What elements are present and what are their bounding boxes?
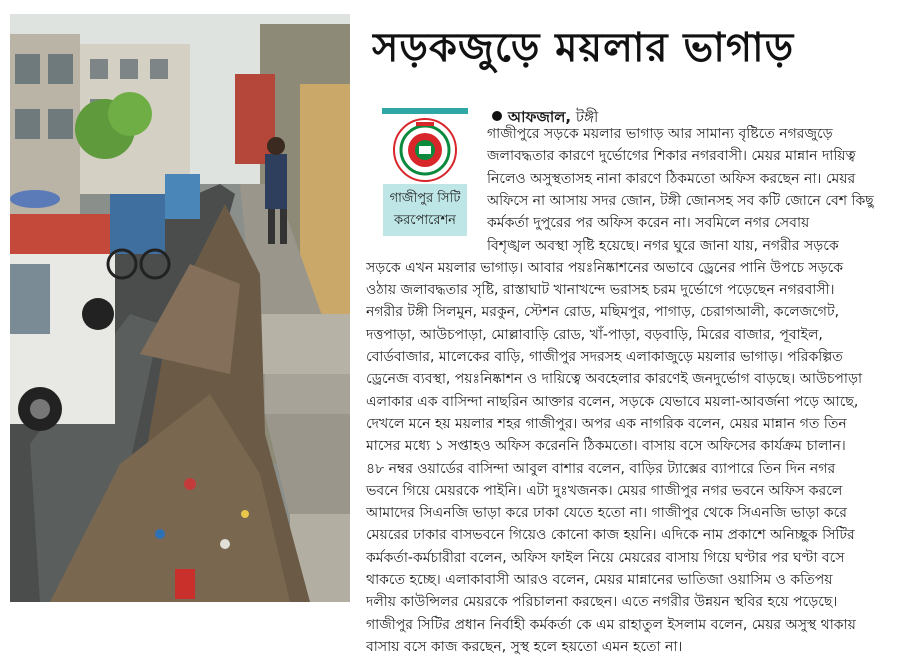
body-line: এলাকার এক বাসিন্দা নাছরিন আক্তার বলেন, সড়কে যেভাবে ময়লা-আবর্জনা পড়ে আছে, <box>366 393 859 410</box>
body-line: বিশৃঙ্খল অবস্থা সৃষ্টি হয়েছে। নগর ঘুরে জানা যায়, নগরীর সড়কে <box>487 237 839 254</box>
body-line: সড়কে এখন ময়লার ভাগাড়। আবার পয়ঃনিষ্কাশনের অভাবে ড্রেনের পানি উপচে সড়কে <box>366 259 843 276</box>
photo-illustration <box>10 14 350 602</box>
news-photo-garbage-street <box>10 14 350 602</box>
body-line: ৪৮ নম্বর ওয়ার্ডের বাসিন্দা আবুল বাশার বলেন, বাড়ির ট্যাক্সের ব্যাপারে তিন দিন নগর <box>366 460 836 477</box>
body-line: গাজীপুর সিটির প্রধান নির্বাহী কর্মকর্তা কে এম রাহাতুল ইসলাম বলেন, মেয়র অসুস্থ থাকায় <box>366 616 856 633</box>
body-line: নগরীর টঙ্গী সিলমুন, মরকুন, স্টেশন রোড, মছিমপুর, পাগাড়, চেরাগআলী, কলেজগেট, <box>366 304 840 321</box>
org-name-line1: গাজীপুর সিটি <box>389 191 461 206</box>
org-name-box <box>383 184 467 236</box>
body-line: বাসায় বসে কাজ করছেন, সুস্থ হলে হয়তো এমন হতো না। <box>366 638 683 655</box>
body-line: আমাদের সিএনজি ভাড়া করে ঢাকা যেতে হতো না। গাজীপুর থেকে সিএনজি ভাড়া করে <box>366 505 847 522</box>
body-line: বোর্ডবাজার, মালেকের বাড়ি, গাজীপুর সদরসহ এলাকাজুড়ে ময়লার ভাগাড়। পরিকল্পিত <box>366 349 843 365</box>
byline-location: টঙ্গী <box>575 108 599 126</box>
byline-author: আফজাল, <box>508 108 572 126</box>
org-name-line2: করপোরেশন <box>394 213 456 228</box>
body-line: জলাবদ্ধতার কারণে দুর্ভোগের শিকার নগরবাসী। মেয়র মান্নান দায়িত্ব <box>487 148 856 165</box>
byline-bullet-icon <box>492 111 502 121</box>
body-line: থাকতে হচ্ছে। এলাকাবাসী আরও বলেন, মেয়র মান্নানের ভাতিজা ওয়াসিম ও কতিপয় <box>366 572 833 588</box>
body-line: ওঠায় জলাবদ্ধতার সৃষ্টি, রাস্তাঘাট খানাখন্দে ভরাসহ চরম দুর্ভোগে পড়েছেন নগরবাসী। <box>366 282 835 299</box>
body-line: অফিসে না আসায় সদর জোন, টঙ্গী জোনসহ সব কটি জোনে বেশ কিছু <box>487 192 874 209</box>
body-line: গাজীপুরে সড়কে ময়লার ভাগাড় আর সামান্য বৃষ্টিতে নগরজুড়ে <box>487 126 833 142</box>
body-line: দেখলে মনে হয় ময়লার শহর গাজীপুর। অপর এক নাগরিক বলেন, মেয়র মান্নান গত তিন <box>366 415 847 432</box>
logo-emblem-icon <box>383 116 467 184</box>
accent-rule <box>382 108 468 114</box>
body-line: মাসের মধ্যে ১ সপ্তাহও অফিস করেননি ঠিকমতো। বাসায় বসে অফিসের কার্যক্রম চালান। <box>366 438 846 455</box>
city-corporation-logo <box>383 116 467 184</box>
body-line: কর্মকর্তা দুপুরের পর অফিস করেন না। সবমিলে নগর সেবায় <box>487 215 810 232</box>
body-line: মেয়রের ঢাকার বাসভবনে গিয়েও কোনো কাজ হয়নি। এদিকে নাম প্রকাশে অনিচ্ছুক সিটির <box>366 527 855 544</box>
body-line: নিলেও অসুস্থতাসহ নানা কারণে ঠিকমতো অফিস করছেন না। মেয়র <box>487 170 856 187</box>
body-line: কর্মকর্তা-কর্মচারীরা বলেন, অফিস ফাইল নিয়ে মেয়রের বাসায় গিয়ে ঘণ্টার পর ঘণ্টা বসে <box>366 549 845 566</box>
body-line: দলীয় কাউন্সিলর মেয়রকে পরিচালনা করছেন। এতে নগরীর উন্নয়ন স্থবির হয়ে পড়েছে। <box>366 594 838 611</box>
article-headline: সড়কজুড়ে ময়লার ভাগাড় <box>372 25 795 71</box>
body-line: ড্রেনেজ ব্যবস্থা, পয়ঃনিষ্কাশন ও দায়িত্বে অবহেলার কারণেই জনদুর্ভোগ বাড়ছে। আউচপাড়া <box>366 371 863 388</box>
body-line: ভবনে গিয়ে মেয়রকে পাইনি। এটা দুঃখজনক। মেয়র গাজীপুর নগর ভবনে অফিস করলে <box>366 482 843 499</box>
body-line: দত্তপাড়া, আউচপাড়া, মোল্লাবাড়ি রোড, খাঁ-পাড়া, বড়বাড়ি, মিরের বাজার, পূবাইল, <box>366 326 823 343</box>
